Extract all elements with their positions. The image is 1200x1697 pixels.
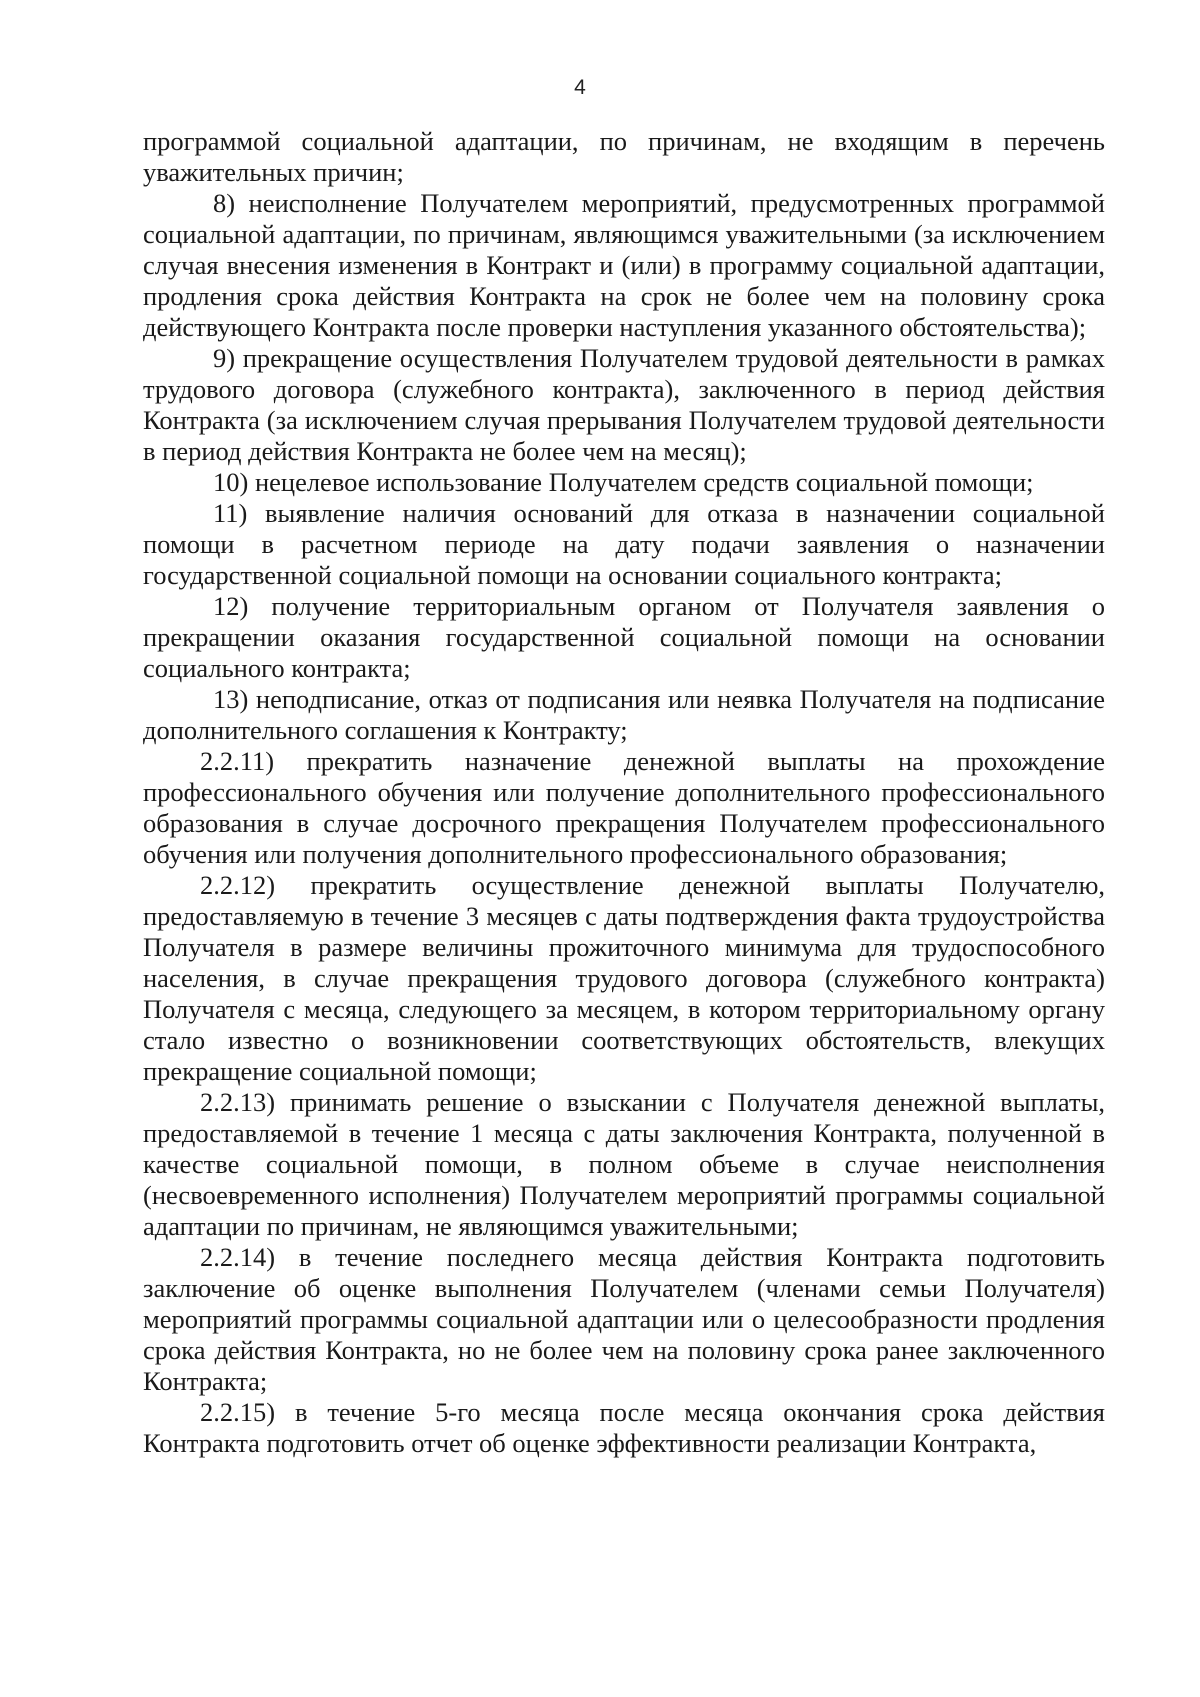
paragraph-item-9: 9) прекращение осуществления Получателем трудовой деятельности в рамках трудового договора (служебного контракта), заключенного в период действия Контракта (за исключением случая прерывания Получателем трудовой деятельности в период действия Контракта не более чем на месяц); [143,343,1105,466]
paragraph-item-11: 11) выявление наличия оснований для отказа в назначении социальной помощи в расчетном периоде на дату подачи заявления о назначении государственной социальной помощи на основании социального контракта; [143,498,1105,590]
paragraph-item-10: 10) нецелевое использование Получателем средств социальной помощи; [213,467,1034,497]
paragraph-item-12: 12) получение территориальным органом от Получателя заявления о прекращении оказания государственной социальной помощи на основании социального контракта; [143,591,1105,683]
paragraph-clause-2-2-11: 2.2.11) прекратить назначение денежной выплаты на прохождение профессионального обучения или получение дополнительного профессионального образования в случае досрочного прекращения Получателем профессионального обучения или получения дополнительного профессионального образования; [143,746,1105,869]
paragraph-clause-2-2-15: 2.2.15) в течение 5-го месяца после месяца окончания срока действия Контракта подготовить отчет об оценке эффективности реализации Контракта, [143,1397,1105,1458]
document-body [143,126,1105,1459]
paragraph-clause-2-2-12: 2.2.12) прекратить осуществление денежной выплаты Получателю, предоставляемую в течение 3 месяцев с даты подтверждения факта трудоустройства Получателя в размере величины прожиточного минимума для трудоспособного населения, в случае прекращения трудового договора (служебного контракта) Получателя с месяца, следующего за месяцем, в котором территориальному органу стало известно о возникновении соответствующих обстоятельств, влекущих прекращение социальной помощи; [143,870,1105,1086]
paragraph-item-13: 13) неподписание, отказ от подписания или неявка Получателя на подписание дополнительного соглашения к Контракту; [143,684,1105,745]
paragraph-clause-2-2-14: 2.2.14) в течение последнего месяца действия Контракта подготовить заключение об оценке выполнения Получателем (членами семьи Получателя) мероприятий программы социальной адаптации или о целесообразности продления срока действия Контракта, но не более чем на половину срока ранее заключенного Контракта; [143,1242,1105,1396]
paragraph-continuation: программой социальной адаптации, по причинам, не входящим в перечень уважительных причин; [143,126,1105,187]
page-number: 4 [574,76,586,99]
paragraph-clause-2-2-13: 2.2.13) принимать решение о взыскании с Получателя денежной выплаты, предоставляемой в течение 1 месяца с даты заключения Контракта, полученной в качестве социальной помощи, в полном объеме в случае неисполнения (несвоевременного исполнения) Получателем мероприятий программы социальной адаптации по причинам, не являющимся уважительными; [143,1087,1105,1241]
paragraph-item-8: 8) неисполнение Получателем мероприятий, предусмотренных программой социальной адаптации, по причинам, являющимся уважительными (за исключением случая внесения изменения в Контракт и (или) в программу социальной адаптации, продления срока действия Контракта на срок не более чем на половину срока действующего Контракта после проверки наступления указанного обстоятельства); [143,188,1105,342]
